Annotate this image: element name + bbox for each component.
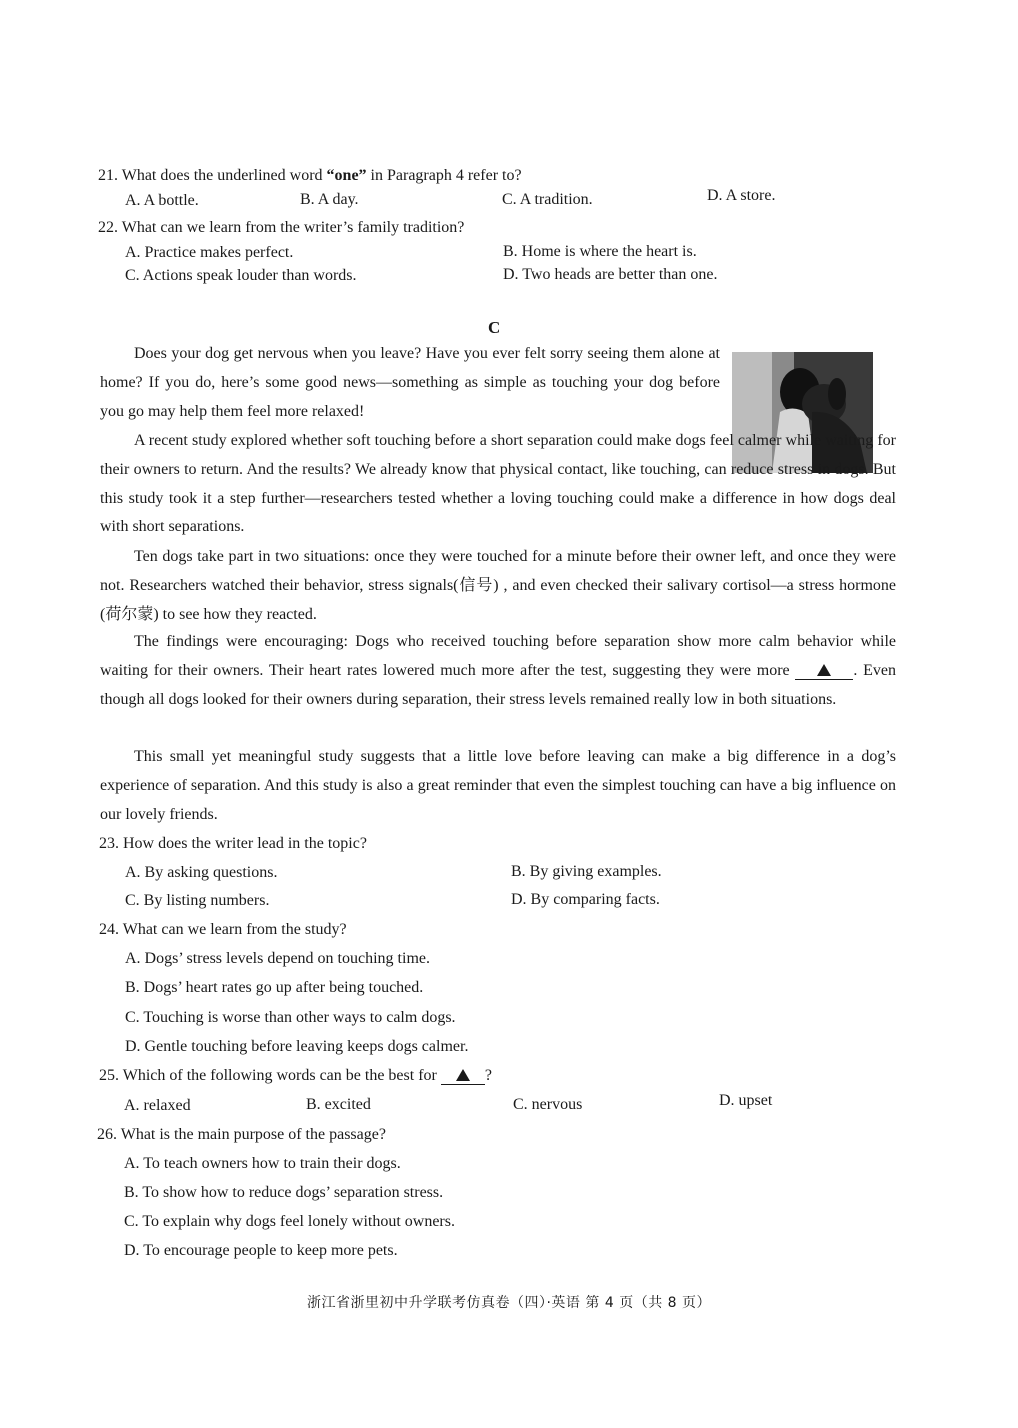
- q21-option-d: D. A store.: [707, 187, 776, 204]
- answer-blank: [795, 663, 853, 680]
- q22-option-b: B. Home is where the heart is.: [503, 243, 697, 260]
- q21-option-a: A. A bottle.: [125, 192, 199, 209]
- question-22-stem: 22. What can we learn from the writer’s family tradition?: [98, 219, 465, 236]
- q25-option-c: C. nervous: [513, 1096, 583, 1113]
- triangle-marker-icon: [456, 1069, 470, 1081]
- passage-paragraph-3: Ten dogs take part in two situations: once they were touched for a minute before their owner left, and once they were not. Researchers watched their behavior, stress signals(信号) , and even checked their salivary cortisol—a stress hormone (荷尔蒙) to see how they reacted.: [100, 548, 896, 623]
- q23-option-d: D. By comparing facts.: [511, 891, 660, 908]
- question-21-stem-part2: in Paragraph 4 refer to?: [366, 167, 522, 184]
- q23-option-a: A. By asking questions.: [125, 864, 278, 881]
- question-25-stem-part2: ?: [484, 1067, 492, 1084]
- q25-option-d: D. upset: [719, 1092, 773, 1109]
- q23-option-c: C. By listing numbers.: [125, 892, 270, 909]
- question-23-stem: 23. How does the writer lead in the topic?: [99, 835, 367, 852]
- q26-option-a: A. To teach owners how to train their dogs.: [124, 1155, 401, 1172]
- passage-paragraph-4-part1: The findings were encouraging: Dogs who received touching before separation show more calm behavior while waiting for their owners. Their heart rates lowered much more after the test, suggesting they were more: [100, 633, 896, 679]
- passage-paragraph-4: [100, 628, 896, 714]
- passage-paragraph-4-part2: . Even though all dogs looked for their owners during separation, their stress levels remained really low in both situations.: [100, 661, 897, 708]
- q24-option-a: A. Dogs’ stress levels depend on touching time.: [125, 950, 430, 967]
- passage-paragraph-2-text: A recent study explored whether soft touching before a short separation could make dogs feel calmer while waiting for their owners to return. And the results? We already know that physical contact, like touching, can reduce stress in dogs. But this study took it a step further—researchers tested whether a loving touching could make a difference in how dogs deal with short separations.: [100, 432, 896, 536]
- q25-option-a: A. relaxed: [124, 1097, 191, 1114]
- q24-option-b: B. Dogs’ heart rates go up after being touched.: [125, 979, 424, 996]
- question-21-keyword: “one”: [326, 167, 367, 184]
- q22-option-d: D. Two heads are better than one.: [503, 266, 718, 283]
- question-25-stem-part1: 25. Which of the following words can be the best for: [99, 1067, 437, 1084]
- q26-option-c: C. To explain why dogs feel lonely without owners.: [124, 1213, 455, 1230]
- q24-option-c: C. Touching is worse than other ways to calm dogs.: [125, 1009, 456, 1026]
- question-21-stem-part1: 21. What does the underlined word: [98, 167, 327, 184]
- section-c-heading: C: [488, 318, 501, 337]
- passage-paragraph-1: Does your dog get nervous when you leave? Have you ever felt sorry seeing them alone at home? If you do, here’s some good news—something as simple as touching your dog before you go may help them feel more relaxed!: [100, 345, 720, 420]
- question-24-stem: 24. What can we learn from the study?: [99, 921, 347, 938]
- triangle-marker-icon: [817, 664, 831, 676]
- q26-option-d: D. To encourage people to keep more pets.: [124, 1242, 398, 1259]
- passage-paragraph-5: This small yet meaningful study suggests that a little love before leaving can make a big difference in a dog’s experience of separation. And this study is also a great reminder that even the simplest touching can have a big influence on our lovely friends.: [100, 748, 896, 823]
- q21-option-b: B. A day.: [300, 191, 359, 208]
- q24-option-d: D. Gentle touching before leaving keeps dogs calmer.: [125, 1038, 469, 1055]
- q22-option-a: A. Practice makes perfect.: [125, 244, 294, 261]
- question-21-stem: [98, 166, 522, 186]
- question-26-stem: 26. What is the main purpose of the passage?: [97, 1126, 386, 1143]
- q22-option-c: C. Actions speak louder than words.: [125, 267, 357, 284]
- q21-option-c: C. A tradition.: [502, 191, 593, 208]
- q26-option-b: B. To show how to reduce dogs’ separation stress.: [124, 1184, 444, 1201]
- passage-paragraph-2: [100, 427, 896, 542]
- question-25-blank: [441, 1068, 485, 1085]
- question-25-stem: [99, 1066, 492, 1086]
- q25-option-b: B. excited: [306, 1096, 371, 1113]
- page-footer: 浙江省浙里初中升学联考仿真卷（四）·英语 第 4 页（共 8 页）: [306, 1295, 711, 1311]
- q23-option-b: B. By giving examples.: [511, 863, 662, 880]
